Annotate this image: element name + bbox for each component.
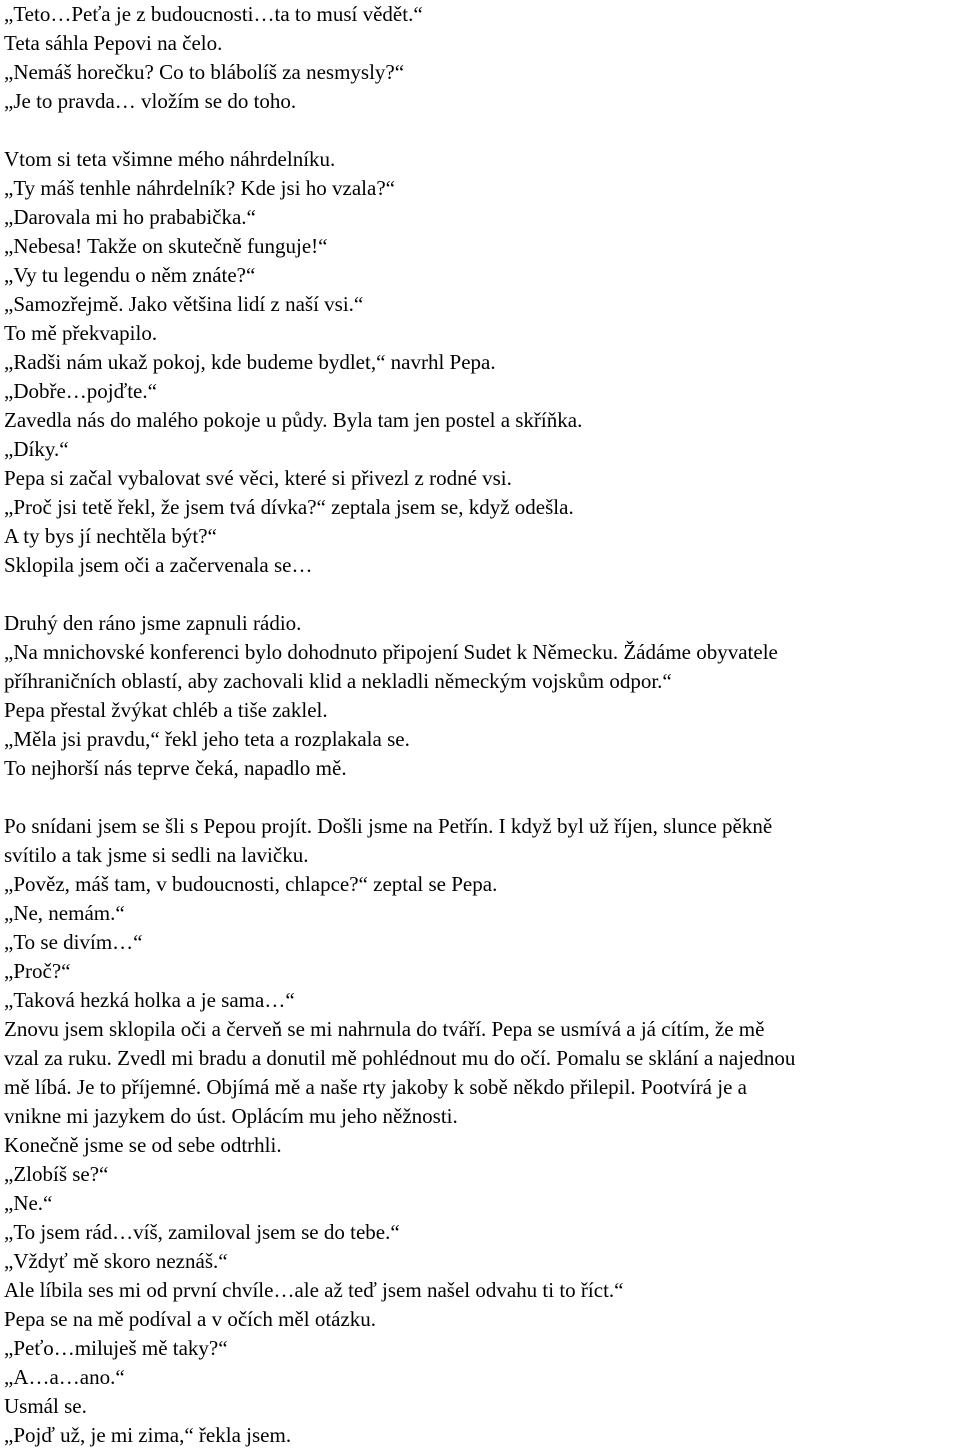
text-line: „Nemáš horečku? Co to blábolíš za nesmysly?“ (4, 60, 405, 84)
text-line: „Pojď už, je mi zima,“ řekla jsem. (4, 1423, 292, 1447)
text-line: „Je to pravda… vložím se do toho. (4, 89, 297, 113)
text-line: „Pověz, máš tam, v budoucnosti, chlapce?“ zeptal se Pepa. (4, 872, 498, 896)
text-line: Pepa přestal žvýkat chléb a tiše zaklel. (4, 698, 328, 722)
text-line: „Proč jsi tetě řekl, že jsem tvá dívka?“ zeptala jsem se, když odešla. (4, 495, 574, 519)
text-line: Ale líbila ses mi od první chvíle…ale až teď jsem našel odvahu ti to říct.“ (4, 1278, 624, 1302)
text-line: „Dobře…pojďte.“ (4, 379, 157, 403)
text-line: Druhý den ráno jsme zapnuli rádio. (4, 611, 302, 635)
text-line: svítilo a tak jsme si sedli na lavičku. (4, 843, 309, 867)
text-line: Pepa si začal vybalovat své věci, které si přivezl z rodné vsi. (4, 466, 512, 490)
text-line: mě líbá. Je to příjemné. Objímá mě a naše rty jakoby k sobě někdo přilepil. Pootvírá je a (4, 1075, 747, 1099)
text-line: „Vždyť mě skoro neznáš.“ (4, 1249, 228, 1273)
text-line: Znovu jsem sklopila oči a červeň se mi nahrnula do tváří. Pepa se usmívá a já cítím, že mě (4, 1017, 765, 1041)
paragraph-block-2 (4, 145, 956, 580)
text-line: To nejhorší nás teprve čeká, napadlo mě. (4, 756, 347, 780)
text-line: vzal za ruku. Zvedl mi bradu a donutil mě pohlédnout mu do očí. Pomalu se sklání a najednou (4, 1046, 796, 1070)
paragraph-block-4 (4, 812, 956, 1450)
text-line: „Ty máš tenhle náhrdelník? Kde jsi ho vzala?“ (4, 176, 395, 200)
text-line: „Peťo…miluješ mě taky?“ (4, 1336, 228, 1360)
text-line: Pepa se na mě podíval a v očích měl otázku. (4, 1307, 377, 1331)
text-line: Konečně jsme se od sebe odtrhli. (4, 1133, 282, 1157)
text-line: „Na mnichovské konferenci bylo dohodnuto připojení Sudet k Německu. Žádáme obyvatele (4, 640, 778, 664)
text-line: „Darovala mi ho prababička.“ (4, 205, 256, 229)
text-line: „To se divím…“ (4, 930, 143, 954)
paragraph-gap (4, 783, 956, 812)
text-line: příhraničních oblastí, aby zachovali klid a nekladli německým vojskům odpor.“ (4, 669, 672, 693)
text-line: A ty bys jí nechtěla být?“ (4, 524, 217, 548)
text-line: Sklopila jsem oči a začervenala se… (4, 553, 313, 577)
text-line: „Teto…Peťa je z budoucnosti…ta to musí vědět.“ (4, 2, 423, 26)
text-line: „Samozřejmě. Jako většina lidí z naší vsi.“ (4, 292, 364, 316)
text-line: „Ne.“ (4, 1191, 53, 1215)
text-line: „Nebesa! Takže on skutečně funguje!“ (4, 234, 328, 258)
text-line: Teta sáhla Pepovi na čelo. (4, 31, 223, 55)
text-line: „Měla jsi pravdu,“ řekl jeho teta a rozplakala se. (4, 727, 410, 751)
paragraph-gap (4, 116, 956, 145)
paragraph-gap (4, 580, 956, 609)
text-line: „Ne, nemám.“ (4, 901, 125, 925)
text-line: „Díky.“ (4, 437, 69, 461)
text-line: „Taková hezká holka a je sama…“ (4, 988, 295, 1012)
text-line: vnikne mi jazykem do úst. Oplácím mu jeho něžnosti. (4, 1104, 458, 1128)
text-line: Zavedla nás do malého pokoje u půdy. Byla tam jen postel a skříňka. (4, 408, 583, 432)
document-page (4, 0, 956, 1450)
text-line: „A…a…ano.“ (4, 1365, 125, 1389)
text-line: Usmál se. (4, 1394, 87, 1418)
text-line: „Zlobíš se?“ (4, 1162, 109, 1186)
text-line: To mě překvapilo. (4, 321, 158, 345)
text-line: „To jsem rád…víš, zamiloval jsem se do tebe.“ (4, 1220, 400, 1244)
paragraph-block-1 (4, 0, 956, 116)
text-line: Po snídani jsem se šli s Pepou projít. Došli jsme na Petřín. I když byl už říjen, slunce pěkně (4, 814, 773, 838)
text-line: „Proč?“ (4, 959, 71, 983)
text-line: „Radši nám ukaž pokoj, kde budeme bydlet,“ navrhl Pepa. (4, 350, 496, 374)
text-line: Vtom si teta všimne mého náhrdelníku. (4, 147, 336, 171)
text-line: „Vy tu legendu o něm znáte?“ (4, 263, 256, 287)
paragraph-block-3 (4, 609, 956, 783)
